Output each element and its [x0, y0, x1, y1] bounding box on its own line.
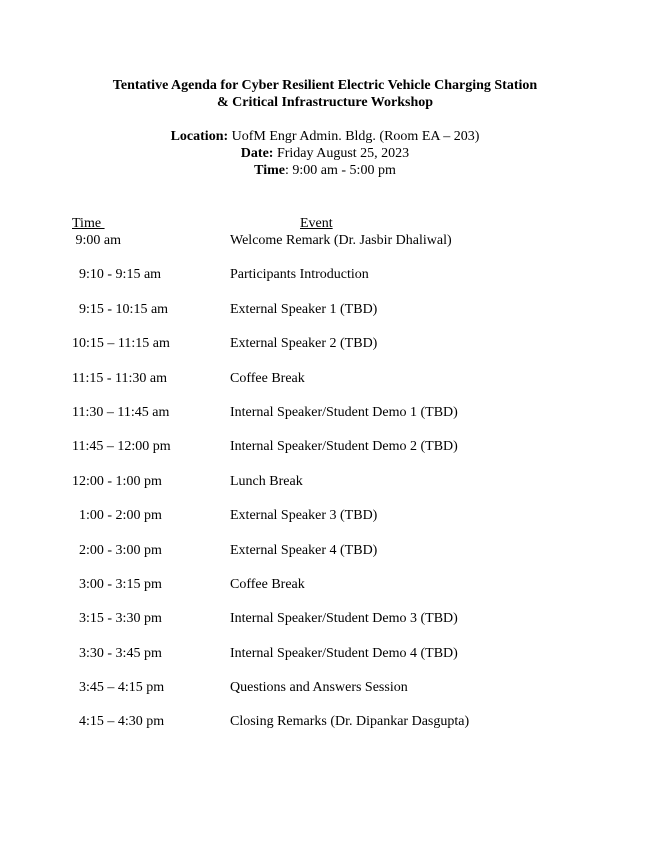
agenda-row-event: Internal Speaker/Student Demo 3 (TBD) [230, 611, 458, 627]
agenda-row [72, 679, 650, 713]
agenda-row-time: 11:30 – 11:45 am [72, 404, 170, 420]
agenda-row [72, 266, 650, 300]
agenda-row-event: External Speaker 2 (TBD) [230, 336, 378, 352]
agenda-row [72, 645, 650, 679]
agenda-row [72, 610, 650, 644]
agenda-row [72, 404, 650, 438]
agenda-row-time: 2:00 - 3:00 pm [72, 542, 162, 558]
agenda-row-time: 9:10 - 9:15 am [72, 267, 162, 283]
agenda-row [72, 576, 650, 610]
agenda-row [72, 232, 650, 266]
agenda-row-event: Participants Introduction [230, 267, 369, 283]
agenda-row-time: 9:15 - 10:15 am [72, 301, 169, 317]
event-info-block [0, 128, 650, 179]
agenda-row [72, 438, 650, 472]
agenda-row-time: 3:00 - 3:15 pm [72, 576, 162, 592]
date-label: Date: [240, 146, 274, 161]
agenda-row-time: 10:15 – 11:15 am [72, 336, 170, 352]
agenda-row-time: 3:15 - 3:30 pm [72, 611, 162, 627]
agenda-row-event: Internal Speaker/Student Demo 4 (TBD) [230, 645, 458, 661]
agenda-row-event: Closing Remarks (Dr. Dipankar Dasgupta) [230, 714, 470, 730]
agenda-row-time: 11:45 – 12:00 pm [72, 439, 171, 455]
agenda-row [72, 473, 650, 507]
agenda-row-event: Coffee Break [230, 576, 305, 592]
date-line [0, 145, 650, 162]
agenda-row-event: External Speaker 4 (TBD) [230, 542, 378, 558]
agenda-row-event: External Speaker 3 (TBD) [230, 508, 378, 524]
agenda-row [72, 542, 650, 576]
agenda-row-event: External Speaker 1 (TBD) [230, 301, 378, 317]
agenda-row [72, 335, 650, 369]
time-line [0, 162, 650, 179]
time-column-header: Time [72, 216, 105, 231]
agenda-row-time: 3:30 - 3:45 pm [72, 645, 162, 661]
time-value: : 9:00 am - 5:00 pm [285, 163, 396, 178]
agenda-row-event: Questions and Answers Session [230, 680, 408, 696]
agenda-row-event: Internal Speaker/Student Demo 1 (TBD) [230, 404, 458, 420]
time-label: Time [254, 163, 286, 178]
agenda-row-time: 11:15 - 11:30 am [72, 370, 168, 386]
agenda-row-time: 9:00 am [72, 233, 121, 248]
agenda-table [0, 215, 650, 748]
agenda-row [72, 713, 650, 747]
title-line-1: Tentative Agenda for Cyber Resilient Electric Vehicle Charging Station [112, 78, 538, 93]
agenda-row-event: Internal Speaker/Student Demo 2 (TBD) [230, 439, 458, 455]
agenda-row-time: 4:15 – 4:30 pm [72, 714, 165, 730]
location-line [0, 128, 650, 145]
agenda-row-event: Coffee Break [230, 370, 305, 386]
agenda-row-event: Lunch Break [230, 473, 303, 489]
title-line-2: & Critical Infrastructure Workshop [216, 95, 434, 110]
event-column-header: Event [300, 216, 333, 231]
agenda-row-event: Welcome Remark (Dr. Jasbir Dhaliwal) [230, 233, 452, 248]
location-value: UofM Engr Admin. Bldg. (Room EA – 203) [228, 129, 480, 144]
location-label: Location: [170, 129, 229, 144]
document-title [0, 0, 650, 111]
agenda-header-row [72, 215, 650, 232]
agenda-row-time: 1:00 - 2:00 pm [72, 508, 162, 524]
date-value: Friday August 25, 2023 [273, 146, 410, 161]
agenda-row [72, 301, 650, 335]
agenda-row [72, 370, 650, 404]
agenda-row-time: 3:45 – 4:15 pm [72, 680, 165, 696]
agenda-row-time: 12:00 - 1:00 pm [72, 473, 162, 489]
agenda-row [72, 507, 650, 541]
